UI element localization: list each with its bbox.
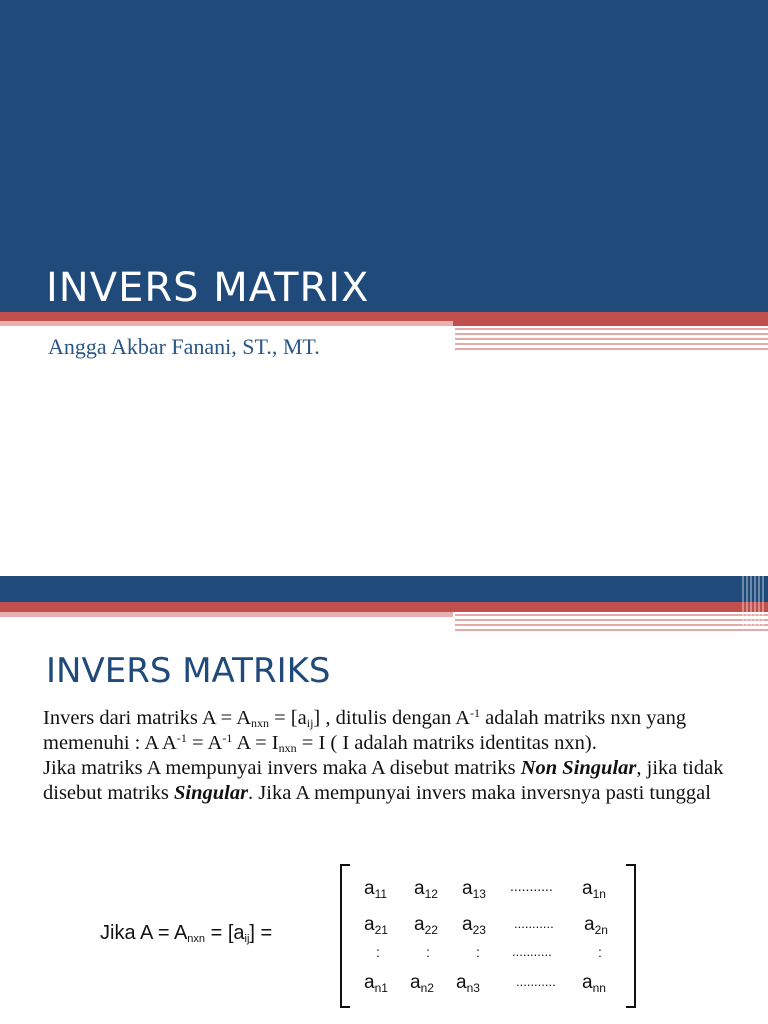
matrix-vdots: : xyxy=(426,944,430,960)
decorative-lines xyxy=(455,328,768,353)
singular-paragraph: Jika matriks A mempunyai invers maka A disebut matriks Non Singular, jika tidak disebut matriks Singular. Jika A mempunyai invers maka inversnya pasti tunggal xyxy=(43,757,724,804)
matrix-cell: $a_{13}$ xyxy=(462,878,486,901)
author-subtitle: Angga Akbar Fanani, ST., MT. xyxy=(48,334,320,359)
matrix-vdots: : xyxy=(598,944,602,960)
matrix-vdots: : xyxy=(376,944,380,960)
decorative-vertical-stripes xyxy=(742,576,768,628)
decorative-lines xyxy=(455,614,768,634)
slide-title: INVERS MATRIX xyxy=(46,265,370,311)
matrix-equation-label: Jika $A = A_{nxn} = [a_{ij}]$ = xyxy=(100,922,273,945)
matrix-cell: $a_{23}$ xyxy=(462,914,486,937)
matrix-dots: ........... xyxy=(510,878,553,894)
matrix-dots: ........... xyxy=(516,974,556,989)
accent-stripe xyxy=(0,602,768,612)
accent-stripe-light xyxy=(0,321,453,326)
matrix-dots: ........... xyxy=(512,944,552,959)
matrix-cell: $a_{21}$ xyxy=(364,914,388,937)
matrix-cell: $a_{11}$ xyxy=(364,878,388,901)
body-text xyxy=(43,706,743,806)
matrix-cell: $a_{12}$ xyxy=(414,878,438,901)
matrix-cell: $a_{n2}$ xyxy=(410,972,434,995)
content-slide xyxy=(0,512,768,1024)
matrix-cell: $a_{22}$ xyxy=(414,914,438,937)
accent-stripe-light xyxy=(0,612,453,617)
matrix-cell: $a_{nn}$ xyxy=(582,972,606,995)
matrix-a xyxy=(340,864,636,1006)
matrix-cell: $a_{2n}$ xyxy=(584,914,608,937)
matrix-cell: $a_{n3}$ xyxy=(456,972,480,995)
slide-heading: INVERS MATRIKS xyxy=(46,651,331,691)
matrix-cell: $a_{1n}$ xyxy=(582,878,606,901)
definition-paragraph: Invers dari matriks $A = A_{nxn} = [a_{ij}]$ , ditulis dengan $A^{-1}$ adalah matriks nxn yang memenuhi : A $A^{-1} = A^{-1}$ $A = I_{nxn} = I$ ( I adalah matriks identitas nxn). xyxy=(43,706,687,755)
left-bracket xyxy=(340,864,350,1008)
matrix-vdots: : xyxy=(476,944,480,960)
header-band xyxy=(0,576,768,602)
matrix-cell: $a_{n1}$ xyxy=(364,972,388,995)
right-bracket xyxy=(626,864,636,1008)
matrix-dots: ........... xyxy=(514,916,554,931)
